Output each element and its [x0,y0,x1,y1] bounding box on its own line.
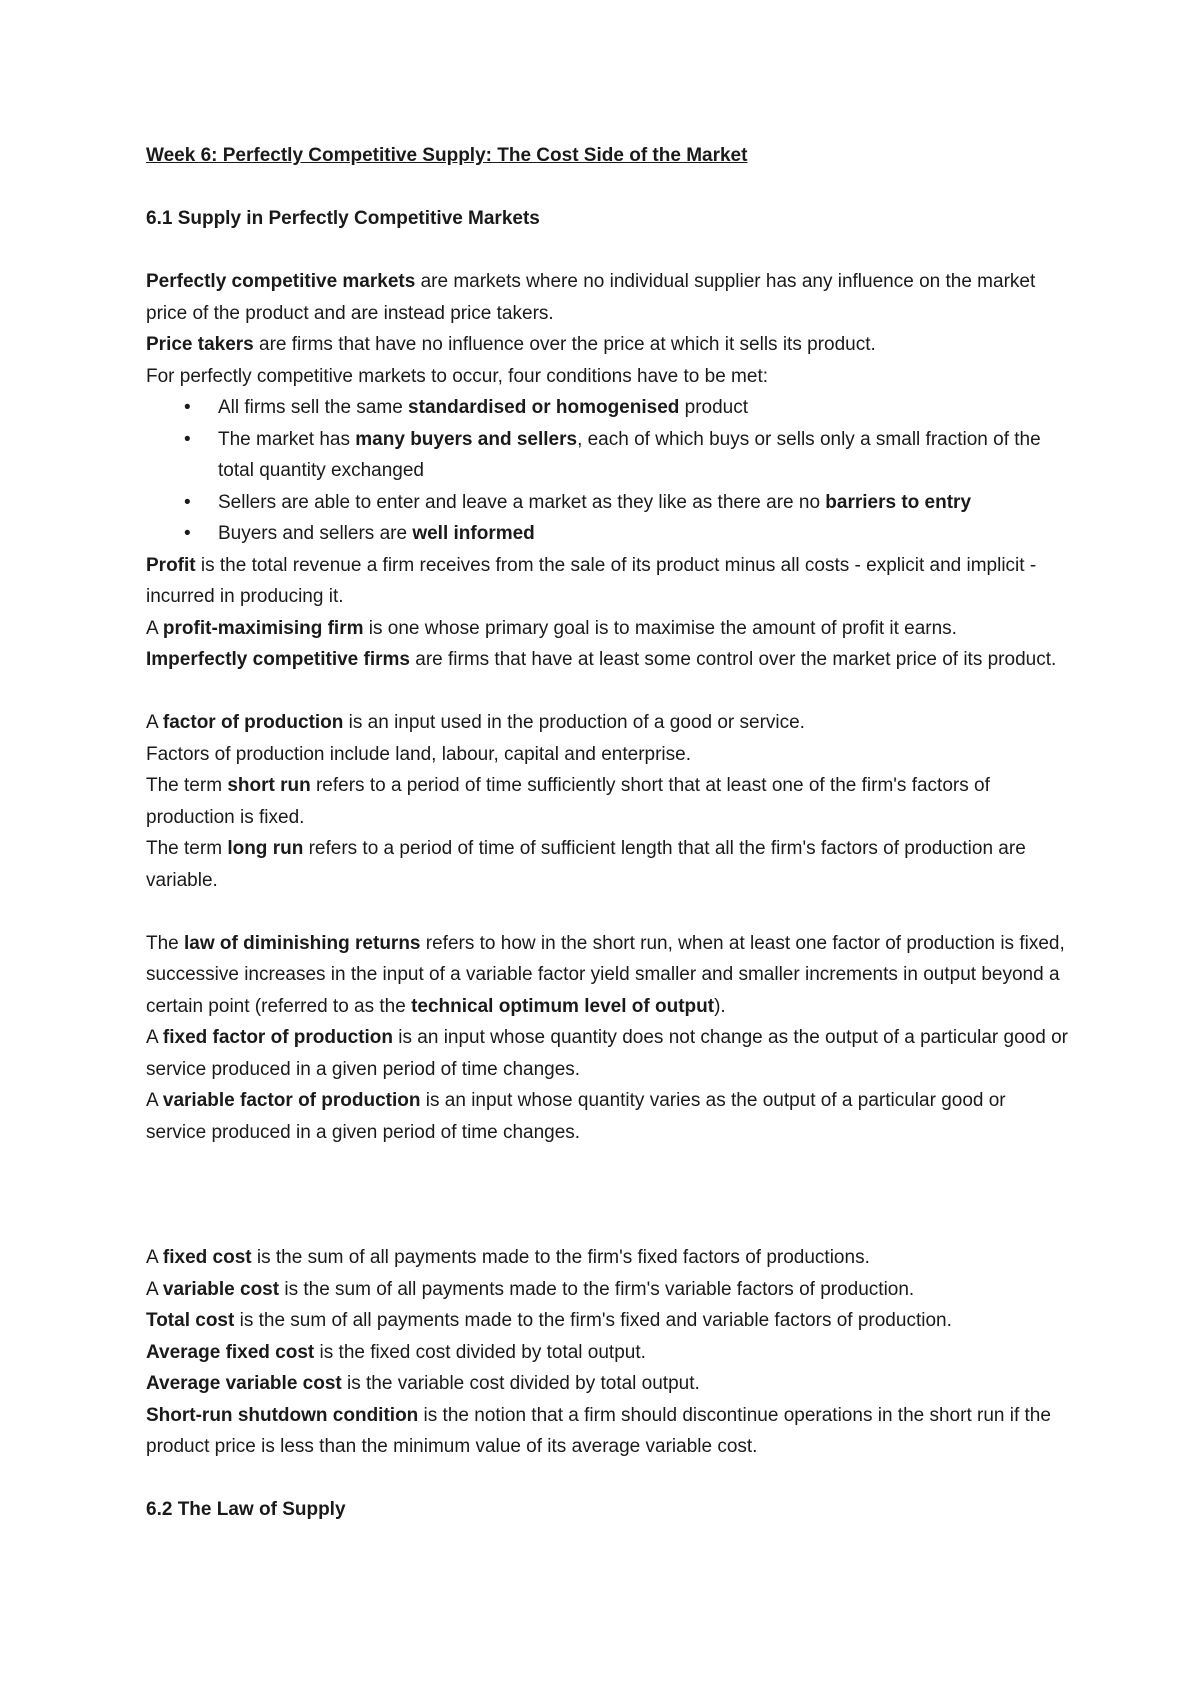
definition-fixed-factor: A fixed factor of production is an input whose quantity does not change as the output of a particular good or service produced in a given period of time changes. [146,1027,1068,1080]
definition-variable-cost: A variable cost is the sum of all payments made to the firm's variable factors of production. [146,1278,915,1300]
definition-variable-factor: A variable factor of production is an input whose quantity varies as the output of a particular good or service produced in a given period of time changes. [146,1090,1006,1143]
definition-imperfectly-competitive-firms: Imperfectly competitive firms are firms that have at least some control over the market price of its product. [146,649,1057,670]
definition-total-cost: Total cost is the sum of all payments made to the firm's fixed and variable factors of production. [146,1310,952,1331]
term: short run [227,775,311,796]
list-item: • Buyers and sellers are well informed [146,518,1068,550]
term: Perfectly competitive markets [146,271,416,292]
term: Average fixed cost [146,1341,315,1363]
term: Price takers [146,334,254,355]
term: Imperfectly competitive firms [146,649,410,670]
section-heading-6-2: 6.2 The Law of Supply [146,1499,346,1520]
term: technical optimum level of output [411,995,715,1017]
term: fixed factor of production [162,1027,394,1048]
term: profit-maximising firm [162,617,364,639]
definition-perfectly-competitive-markets: Perfectly competitive markets are markets where no individual supplier has any influence on the market price of the product and are instead price takers. [146,271,1036,324]
definition-factor-of-production: A factor of production is an input used in the production of a good or service. [146,712,805,733]
term: variable cost [162,1278,280,1300]
list-item: • Sellers are able to enter and leave a market as they like as there are no barriers to entry [146,487,1068,519]
list-item: • The market has many buyers and sellers, each of which buys or sells only a small fraction of the total quantity exchanged [146,424,1068,487]
term: Profit [146,554,196,576]
definition-profit: Profit is the total revenue a firm receives from the sale of its product minus all costs - explicit and implicit - incurred in producing it. [146,554,1037,607]
definition-price-takers: Price takers are firms that have no influence over the price at which it sells its product. [146,334,876,355]
list-item: • All firms sell the same standardised or homogenised product [146,392,1068,424]
factors-list-text: Factors of production include land, labour, capital and enterprise. [146,743,691,765]
term: factor of production [162,712,344,733]
document-title: Week 6: Perfectly Competitive Supply: The Cost Side of the Market [146,145,748,166]
term: law of diminishing returns [184,932,421,954]
conditions-intro: For perfectly competitive markets to occur, four conditions have to be met: [146,365,768,387]
document-page [146,140,1068,1526]
term: fixed cost [162,1247,252,1268]
conditions-list [146,392,1068,550]
definition-average-fixed-cost: Average fixed cost is the fixed cost divided by total output. [146,1341,646,1363]
term: variable factor of production [162,1090,421,1111]
term: Short-run shutdown condition [146,1404,419,1426]
definition-profit-maximising-firm: A profit-maximising firm is one whose primary goal is to maximise the amount of profit it earns. [146,617,957,639]
definition-average-variable-cost: Average variable cost is the variable cost divided by total output. [146,1373,700,1394]
definition-fixed-cost: A fixed cost is the sum of all payments made to the firm's fixed factors of productions. [146,1247,870,1268]
definition-law-of-diminishing-returns: The law of diminishing returns refers to how in the short run, when at least one factor of production is fixed, successive increases in the input of a variable factor yield smaller and smaller increments in output beyond a certain point (referred to as the technical optimum level of output). [146,932,1065,1017]
definition-long-run: The term long run refers to a period of time of sufficient length that all the firm's factors of production are variable. [146,838,1026,891]
definition-short-run: The term short run refers to a period of time sufficiently short that at least one of the firm's factors of production is fixed. [146,775,990,828]
term: Average variable cost [146,1373,342,1394]
section-heading-6-1: 6.1 Supply in Perfectly Competitive Markets [146,208,540,229]
definition-short-run-shutdown-condition: Short-run shutdown condition is the notion that a firm should discontinue operations in the short run if the product price is less than the minimum value of its average variable cost. [146,1404,1051,1457]
term: long run [227,838,304,859]
term: Total cost [146,1310,235,1331]
